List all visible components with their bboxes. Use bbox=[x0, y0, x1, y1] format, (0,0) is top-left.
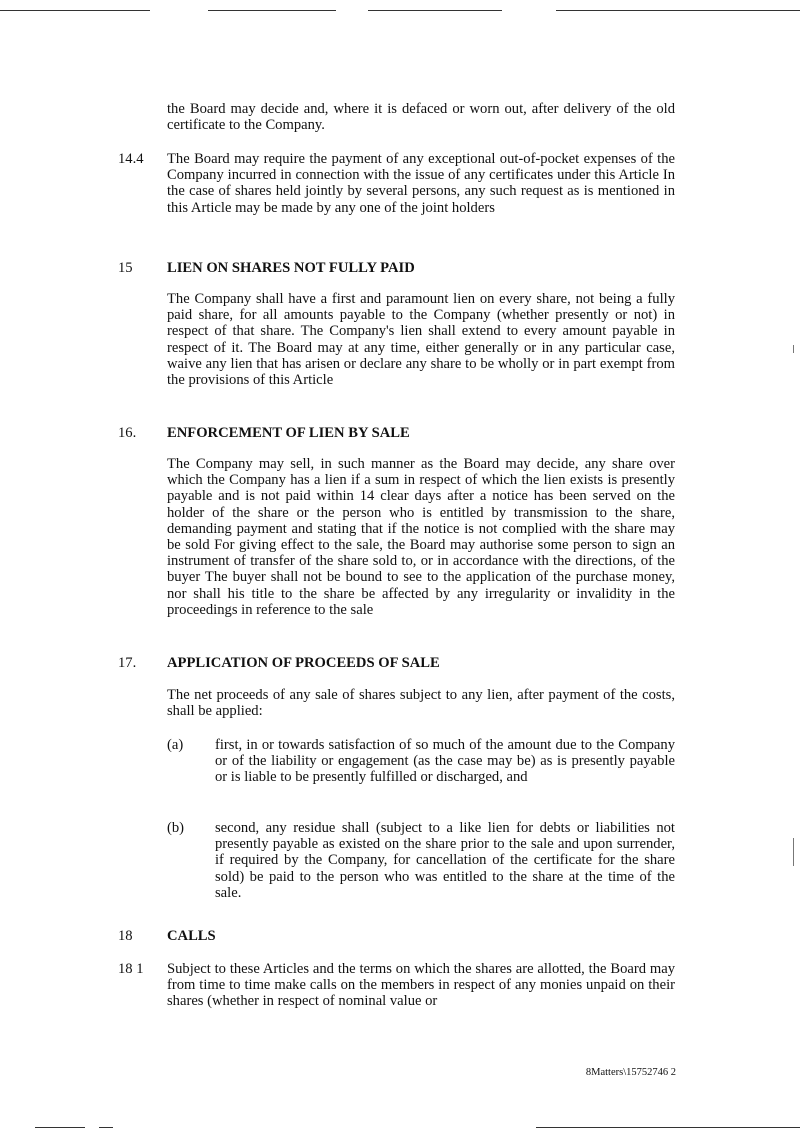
clause-number-18-1: 18 1 bbox=[118, 961, 144, 977]
clause-15-heading: LIEN ON SHARES NOT FULLY PAID bbox=[167, 260, 415, 276]
margin-mark-upper bbox=[793, 345, 794, 353]
clause-18-heading: CALLS bbox=[167, 928, 216, 944]
clause-number-18: 18 bbox=[118, 928, 133, 944]
clause-number-16: 16. bbox=[118, 425, 137, 441]
bottom-rule-left bbox=[35, 1127, 85, 1128]
top-rule-far-right bbox=[556, 10, 800, 11]
margin-mark-lower bbox=[793, 838, 794, 866]
clause-14-4-text: The Board may require the payment of any exceptional out-of-pocket expenses of the Company incurred in connection with the issue of any certificates under this Article In the case of shares held jointly by several persons, any such request as is mentioned in this Article may be made by any one of the joint holders bbox=[167, 151, 675, 216]
clause-number-17: 17. bbox=[118, 655, 137, 671]
document-reference: 8Matters\15752746 2 bbox=[585, 1067, 676, 1078]
clause-17-text: The net proceeds of any sale of shares subject to any lien, after payment of the costs, shall be applied: bbox=[167, 687, 675, 720]
bottom-rule-right bbox=[536, 1127, 800, 1128]
top-rule-middle bbox=[208, 10, 336, 11]
clause-16-heading: ENFORCEMENT OF LIEN BY SALE bbox=[167, 425, 410, 441]
clause-17-heading: APPLICATION OF PROCEEDS OF SALE bbox=[167, 655, 440, 671]
clause-18-1-text: Subject to these Articles and the terms on which the shares are allotted, the Board may from time to time make calls on the members in respect of any monies unpaid on their shares (whether in respect of nominal value or bbox=[167, 961, 675, 1010]
top-rule-left bbox=[0, 10, 150, 11]
clause-17-item-b-text: second, any residue shall (subject to a like lien for debts or liabilities not presently payable as existed on the share prior to the sale and upon surrender, if required by the Company, for cancellation of the certificate for the share sold) be paid to the person who was entitled to the share at the time of the sale. bbox=[215, 820, 675, 901]
clause-17-item-a-label: (a) bbox=[167, 737, 184, 753]
clause-16-text: The Company may sell, in such manner as the Board may decide, any share over which the Company has a lien if a sum in respect of which the lien exists is presently payable and is not paid within 14 clear days after a notice has been served on the holder of the share or the person who is entitled by transmission to the share, demanding payment and stating that if the notice is not complied with the share may be sold For giving effect to the sale, the Board may authorise some person to sign an instrument of transfer of the share sold to, or in accordance with the directions, of the buyer The buyer shall not be bound to see to the application of the purchase money, nor shall his title to the share be affected by any irregularity or invalidity in the proceedings in reference to the sale bbox=[167, 456, 675, 618]
top-rule-right bbox=[368, 10, 502, 11]
clause-17-item-a-text: first, in or towards satisfaction of so much of the amount due to the Company or of the liability or engagement (as the case may be) as is presently payable or is liable to be presently fulfilled or discharged, and bbox=[215, 737, 675, 786]
clause-15-text: The Company shall have a first and paramount lien on every share, not being a fully paid share, for all amounts payable to the Company (whether presently or not) in respect of that share. The Company's lien shall extend to every amount payable in respect of it. The Board may at any time, either generally or in any particular case, waive any lien that has arisen or declare any share to be wholly or in part exempt from the provisions of this Article bbox=[167, 291, 675, 389]
bottom-rule-small bbox=[99, 1127, 113, 1128]
clause-17-item-b-label: (b) bbox=[167, 820, 185, 836]
clause-number-15: 15 bbox=[118, 260, 133, 276]
continuation-paragraph: the Board may decide and, where it is defaced or worn out, after delivery of the old certificate to the Company. bbox=[167, 101, 675, 134]
clause-number-14-4: 14.4 bbox=[118, 151, 144, 167]
